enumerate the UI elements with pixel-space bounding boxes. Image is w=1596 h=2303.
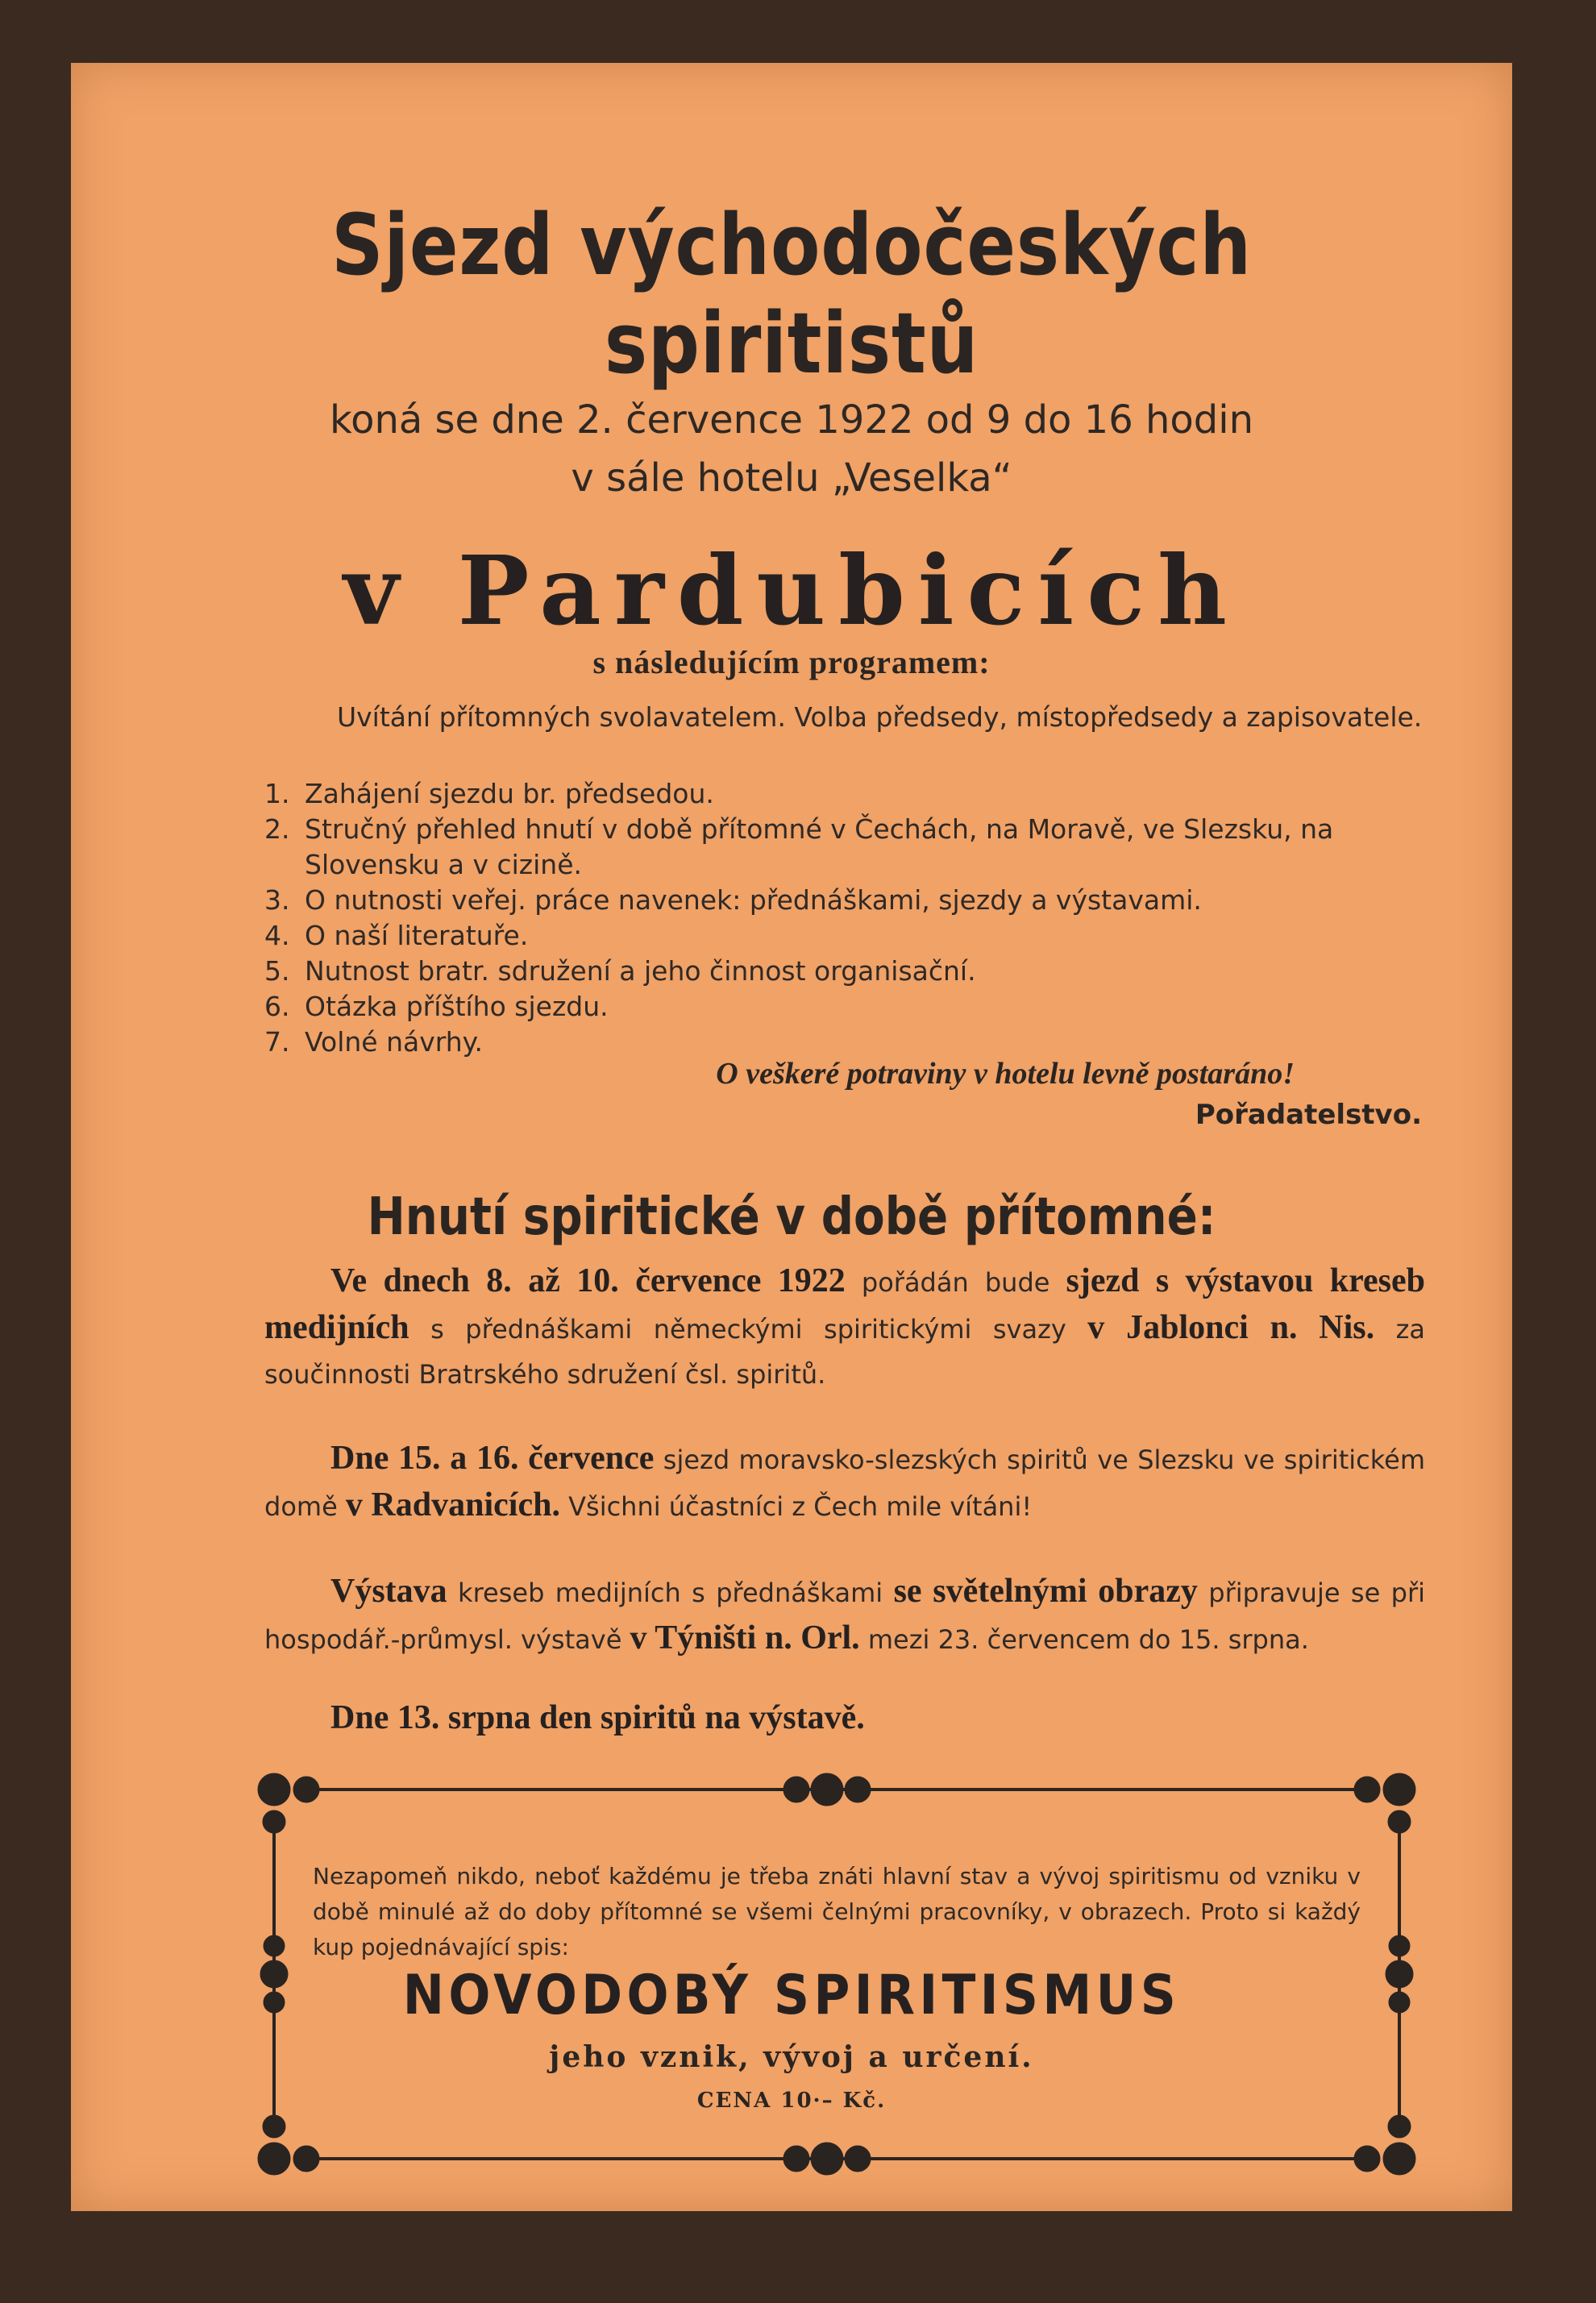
exhibition-word: Výstava	[330, 1573, 447, 1610]
program-heading: s následujícím programem:	[592, 644, 991, 680]
food-note: O veškeré potraviny v hotelu levně postaráno!	[716, 1057, 1295, 1091]
book-title: NOVODOBÝ SPIRITISMUS	[402, 1964, 1181, 2027]
program-item	[264, 918, 1441, 954]
radvanice-place: v Radvanicích.	[345, 1486, 560, 1524]
item-text: Nutnost bratr. sdružení a jeho činnost organisační.	[305, 955, 976, 987]
p3-text-3: mezi 23. červencem do 15. srpna.	[859, 1624, 1309, 1655]
book-subtitle: jeho vznik, vývoj a určení.	[549, 2040, 1034, 2074]
program-item	[264, 776, 1441, 812]
program-item	[264, 1025, 1441, 1060]
program-list	[264, 776, 1441, 1060]
item-text: O nutnosti veřej. práce navenek: přednáškami, sjezdy a výstavami.	[305, 884, 1202, 916]
jablonec-dates: Ve dnech 8. až 10. července 1922	[330, 1262, 846, 1299]
program-item	[264, 989, 1441, 1025]
item-text: Stručný přehled hnutí v době přítomné v Čechách, na Moravě, ve Slezsku, na Slovensku a v cizině.	[305, 813, 1334, 880]
jablonec-event: sjezd s výstavou kreseb medijních	[264, 1262, 1426, 1346]
program-intro: Uvítání přítomných svolavatelem. Volba předsedy, místopředsedy a zapisovatele.	[337, 701, 1423, 733]
p1-text-3: za součinnosti Bratrského sdružení čsl. spiritů.	[264, 1314, 1426, 1390]
exhibition-slides: se světelnými obrazy	[893, 1573, 1198, 1610]
poster-sheet	[71, 63, 1512, 2211]
item-number: 7.	[264, 1026, 290, 1058]
item-number: 1.	[264, 778, 290, 809]
city-heading: v Pardubicích	[343, 534, 1240, 646]
p2-text-1: sjezd moravsko-slezských spiritů ve Slezsku ve spiritickém domě	[264, 1445, 1426, 1522]
movement-heading: Hnutí spiritické v době přítomné:	[367, 1187, 1216, 1247]
exhibition-place: v Týništi n. Orl.	[630, 1619, 860, 1657]
date-line: koná se dne 2. července 1922 od 9 do 16 hodin	[329, 397, 1254, 443]
jablonec-place: v Jablonci n. Nis.	[1087, 1309, 1375, 1346]
item-text: Zahájení sjezdu br. předsedou.	[305, 778, 714, 809]
p1-text-1: pořádán bude	[845, 1267, 1066, 1298]
paragraph-exhibition	[264, 1569, 1425, 1662]
item-text: Volné návrhy.	[305, 1026, 483, 1058]
p2-text-2: Všichni účastníci z Čech mile vítáni!	[559, 1491, 1033, 1522]
item-number: 2.	[264, 813, 290, 845]
item-number: 3.	[264, 884, 290, 916]
organizer: Pořadatelstvo.	[1195, 1099, 1422, 1131]
item-text: O naší literatuře.	[305, 920, 529, 951]
item-text: Otázka příštího sjezdu.	[305, 991, 609, 1022]
item-number: 5.	[264, 955, 290, 987]
book-promo-text: Nezapomeň nikdo, neboť každému je třeba znáti hlavní stav a vývoj spiritismu od vzniku v době minulé až do doby přítomné se všemi čelnými pracovníky, v obrazech. Proto si každý kup pojednávající spis:	[313, 1863, 1361, 1960]
program-item	[264, 812, 1441, 883]
poster-title: Sjezd východočeských spiritistů	[331, 196, 1252, 393]
p1-text-2: s přednáškami německými spiritickými svazy	[409, 1314, 1088, 1345]
program-item	[264, 954, 1441, 989]
item-number: 4.	[264, 920, 290, 951]
item-number: 6.	[264, 991, 290, 1022]
radvanice-dates: Dne 15. a 16. července	[330, 1440, 655, 1477]
paragraph-jablonec	[264, 1258, 1425, 1397]
spirit-day: Dne 13. srpna den spiritů na výstavě.	[330, 1699, 865, 1736]
program-item	[264, 883, 1441, 918]
p3-text-2: připravuje se při hospodář.-průmysl. výstavě	[264, 1578, 1425, 1655]
book-price: CENA 10·– Kč.	[696, 2089, 887, 2113]
paragraph-radvanice	[264, 1436, 1425, 1529]
paragraph-spirit-day	[264, 1695, 1425, 1742]
venue-line: v sále hotelu „Veselka“	[571, 455, 1012, 501]
p3-text-1: kreseb medijních s přednáškami	[447, 1578, 894, 1608]
